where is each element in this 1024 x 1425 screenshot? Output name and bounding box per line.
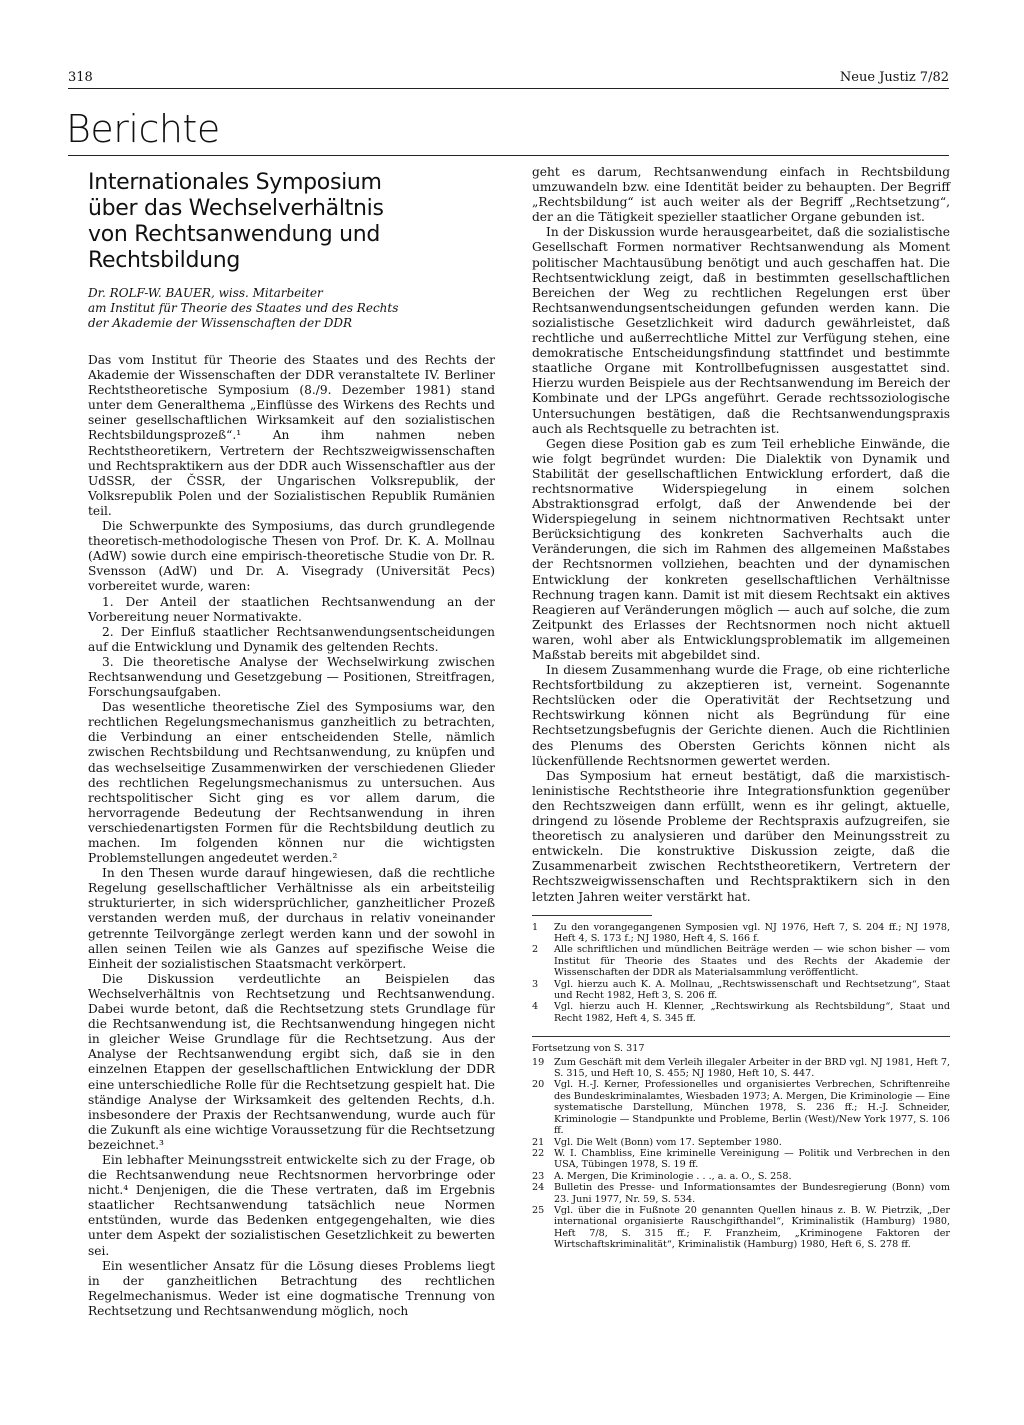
footnote xyxy=(532,922,950,945)
page-number: 318 xyxy=(68,70,93,85)
continuation-notes xyxy=(532,1043,950,1250)
footnote-number: 1 xyxy=(532,921,539,933)
footnote-text: Vgl. über die in Fußnote 20 genannten Quellen hinaus z. B. W. Pietrzik, „Der international organisierte Rauschgifthandel“, Kriminalistik (Hamburg) 1980, Heft 7/8, S. 315 ff.; F. Franzheim, „Kriminogene Faktoren der Wirtschaftskriminalität“, Kriminalistik (Hamburg) 1980, Heft 6, S. 278 ff. xyxy=(554,1204,950,1251)
footnote xyxy=(532,1171,950,1182)
footnote-number: 2 xyxy=(532,944,539,956)
footnote-number: 20 xyxy=(532,1079,545,1091)
footnote xyxy=(532,979,950,1002)
author-line: der Akademie der Wissenschaften der DDR xyxy=(88,316,353,330)
footnote-text: A. Mergen, Die Kriminologie . . ., a. a. O., S. 258. xyxy=(554,1170,792,1182)
footnote-text: Zum Geschäft mit dem Verleih illegaler Arbeiter in der BRD vgl. NJ 1981, Heft 7, S. 315, und Heft 10, S. 455; NJ 1980, Heft 10, S. 447. xyxy=(554,1056,950,1080)
paragraph: Das vom Institut für Theorie des Staates und des Rechts der Akademie der Wissenschaften der DDR veranstaltete IV. Berliner Rechtstheoretische Symposium (8./9. Dezember 1981) stand unter dem Generalthema „Einflüsse des Wirkens des Rechts und seiner gesellschaftlichen Wirksamkeit auf den sozialistischen Rechtsbildungsprozeß“.¹ An ihm nahmen neben Rechtstheoretikern, Vertretern der Rechtszweigwissenschaften und Rechtspraktikern aus der DDR auch Wissenschaftler aus der UdSSR, der ČSSR, der Ungarischen Volksrepublik, der Volksrepublik Polen und der Sozialistischen Republik Rumänien teil. xyxy=(88,353,495,518)
paragraph: Das Symposium hat erneut bestätigt, daß die marxistisch-leninistische Rechtstheorie ihre Integrationsfunktion gegenüber den Rechtszweigen dann erfüllt, wenn es ihr gelingt, aktuelle, dringend zu lösende Probleme der Rechtspraxis aufzugreifen, sie theoretisch zu analysieren und darüber den Meinungsstreit zu entwickeln. Die konstruktive Diskussion zeigte, daß die Zusammenarbeit zwischen Rechtstheoretikern, Vertretern der Rechtszweigwissenschaften und Rechtspraktikern sich in den letzten Jahren weiter verstärkt hat. xyxy=(532,768,950,904)
paragraph: Die Diskussion verdeutlichte an Beispielen das Wechselverhältnis von Rechtsetzung und Rechtsanwendung. Dabei wurde betont, daß die Rechtsetzung stets Grundlage für die Rechtsanwendung ist, die Rechtsanwendung hingegen nicht in gleicher Weise Grundlage für die Rechtsetzung. Aus der Analyse der Rechtsanwendung ergibt sich, daß sie in den einzelnen Etappen der gesellschaftlichen Entwicklung der DDR eine unterschiedliche Rolle für die Rechtsetzung gespielt hat. Die ständige Analyse der Wirksamkeit des geltenden Rechts, d.h. insbesondere der Praxis der Rechtsanwendung, wurde auch für die Zukunft als eine wichtige Voraussetzung für die Rechtsetzung bezeichnet.³ xyxy=(88,971,495,1152)
section-title: Berichte xyxy=(66,107,220,151)
article-title-line: von Rechtsanwendung und Rechtsbildung xyxy=(88,222,381,273)
paragraph: Die Schwerpunkte des Symposiums, das durch grundlegende theoretisch-methodologische Thesen von Prof. Dr. K. A. Mollnau (AdW) sowie durch eine empirisch-theoretische Studie von Dr. R. Svensson (AdW) und Dr. A. Visegrady (Universität Pecs) vorbereitet wurde, waren: xyxy=(88,519,495,594)
footnote xyxy=(532,1057,950,1080)
paragraph: 3. Die theoretische Analyse der Wechselwirkung zwischen Rechtsanwendung und Gesetzgebung — Positionen, Streitfragen, Forschungsaufgaben. xyxy=(88,654,495,700)
footnote-text: Vgl. hierzu auch H. Klenner, „Rechtswirkung als Rechtsbildung“, Staat und Recht 1982, Heft 4, S. 345 ff. xyxy=(554,1001,950,1024)
footnote-number: 25 xyxy=(532,1204,545,1216)
author-byline xyxy=(88,286,495,331)
footnote xyxy=(532,1182,950,1205)
section-rule xyxy=(68,155,949,156)
journal-issue: Neue Justiz 7/82 xyxy=(839,70,949,85)
footnote-number: 19 xyxy=(532,1056,545,1068)
footnotes xyxy=(532,922,950,1025)
footnote-text: W. I. Chambliss, Eine kriminelle Vereinigung — Politik und Verbrechen in den USA, Tübingen 1978, S. 19 ff. xyxy=(554,1147,950,1171)
footnote xyxy=(532,1205,950,1251)
paragraph: 2. Der Einfluß staatlicher Rechtsanwendungsentscheidungen auf die Entwicklung und Dynamik des geltenden Rechts. xyxy=(88,624,495,654)
paragraph: In diesem Zusammenhang wurde die Frage, ob eine richterliche Rechtsfortbildung zu akzeptieren ist, verneint. Sogenannte Rechtslücken oder die Operativität der Rechtsetzung und Rechtswirkung können nicht als Begründung für eine Rechtsetzungsbefugnis der Gerichte dienen. Auch die Richtlinien des Plenums des Obersten Gerichts können nicht als lückenfüllende Rechtsnormen gewertet werden. xyxy=(532,663,950,768)
footnote xyxy=(532,1079,950,1136)
article-title xyxy=(88,170,495,274)
paragraph: Das wesentliche theoretische Ziel des Symposiums war, den rechtlichen Regelungsmechanismus ganzheitlich zu betrachten, die Verbindung an einer entscheidenden Stelle, nämlich zwischen Rechtsbildung und Rechtsanwendung, zu knüpfen und das wechselseitige Zusammenwirken der verschiedenen Glieder des rechtlichen Regelungsmechanismus zu untersuchen. Aus rechtspolitischer Sicht ging es vor allem darum, die hervorragende Bedeutung der Rechtsanwendung in ihren verschiedenartigsten Formen für die Rechtsbildung deutlich zu machen. Im folgenden können nur die wichtigsten Problemstellungen angedeutet werden.² xyxy=(88,700,495,866)
continuation-rule xyxy=(532,1036,950,1037)
paragraph: In den Thesen wurde darauf hingewiesen, daß die rechtliche Regelung gesellschaftlicher Verhältnisse als ein arbeitsteilig strukturierter, in sich widersprüchlicher, ganzheitlicher Prozeß verstanden werden muß, der durchaus in relativ voneinander getrennte Teilvorgänge zerlegt werden kann und der sowohl in allen seinen Teilen wie als Ganzes auf spezifische Weise die Einheit der sozialistischen Staatsmacht verkörpert. xyxy=(88,866,495,971)
paragraph: geht es darum, Rechtsanwendung einfach in Rechtsbildung umzuwandeln bzw. eine Identität beider zu behaupten. Der Begriff „Rechtsbildung“ ist auch weiter als der Begriff „Rechtsetzung“, der an die Tätigkeit spezieller staatlicher Organe gebunden ist. xyxy=(532,165,950,225)
right-column xyxy=(532,165,950,1251)
footnote-number: 23 xyxy=(532,1170,545,1182)
footnote-text: Bulletin des Presse- und Informationsamtes der Bundesregierung (Bonn) vom 23. Juni 1977, Nr. 59, S. 534. xyxy=(554,1182,950,1205)
header-rule xyxy=(68,88,949,89)
left-column xyxy=(88,170,495,1319)
article-title-line: über das Wechselverhältnis xyxy=(88,196,384,221)
author-line: am Institut für Theorie des Staates und des Rechts xyxy=(88,301,399,315)
paragraph: Gegen diese Position gab es zum Teil erhebliche Einwände, die wie folgt begründet wurden: Die Dialektik von Dynamik und Stabilität der gesellschaftlichen Entwicklung erfordert, daß die rechtsnormative Widerspiegelung in einem solchen Abstraktionsgrad erfolgt, daß der Anwendende bei der Widerspiegelung in seinem nichtnormativen Rechtsakt unter Berücksichtigung des konkreten Sachverhalts auch die Veränderungen, die sich im Rahmen des allgemeinen Maßstabes der Rechtsnormen vollziehen, beachten und der dynamischen Entwicklung der konkreten gesellschaftlichen Verhältnisse Rechnung tragen kann. Damit ist mit diesem Rechtsakt ein aktives Reagieren auf Veränderungen möglich — auch auf solche, die zum Zeitpunkt des Erlasses der Rechtsnormen noch nicht aktuell waren, wohl aber als Entwicklungsproblematik im allgemeinen Maßstab bereits mit abgebildet sind. xyxy=(532,436,950,662)
paragraph: Ein lebhafter Meinungsstreit entwickelte sich zu der Frage, ob die Rechtsanwendung neue Rechtsnormen hervorbringe oder nicht.⁴ Denjenigen, die die These vertraten, daß im Ergebnis staatlicher Rechtsanwendung tatsächlich neue Normen entstünden, wurde das Bedenken entgegengehalten, wie dies unter dem Aspekt der sozialistischen Gesetzlichkeit zu bewerten sei. xyxy=(88,1152,495,1258)
footnote-number: 21 xyxy=(532,1136,545,1148)
footnote-number: 24 xyxy=(532,1182,545,1194)
footnote-text: Vgl. hierzu auch K. A. Mollnau, „Rechtswissenschaft und Rechtsetzung“, Staat und Recht 1982, Heft 3, S. 206 ff. xyxy=(554,978,950,1002)
footnote-rule xyxy=(532,915,652,916)
footnote-text: Zu den vorangegangenen Symposien vgl. NJ 1976, Heft 7, S. 204 ff.; NJ 1978, Heft 4, S. 173 f.; NJ 1980, Heft 4, S. 166 f. xyxy=(554,921,950,944)
footnote xyxy=(532,944,950,978)
paragraph: In der Diskussion wurde herausgearbeitet, daß die sozialistische Gesellschaft Formen normativer Rechtsanwendung als Moment politischer Machtausübung benötigt und auch geschaffen hat. Die Rechtsentwicklung zeigt, daß in bestimmten gesellschaftlichen Bereichen der Weg zu rechtlichen Regelungen erst über Rechtsanwendungsentscheidungen gefunden werden kann. Die sozialistische Gesetzlichkeit wird dadurch gewährleistet, daß rechtliche und außerrechtliche Mittel zur Verfügung stehen, eine demokratische Entscheidungsfindung stattfindet und bestimmte staatliche Organe mit Kontrollbefugnissen ausgestattet sind. Hierzu wurden Beispiele aus der Rechtsanwendung im Bereich der Kombinate und der LPGs angeführt. Gerade rechtssoziologische Untersuchungen bestätigen, daß die Rechtsanwendungspraxis auch als Rechtsquelle zu betrachten ist. xyxy=(532,225,950,436)
footnote-number: 22 xyxy=(532,1147,545,1159)
footnote-text: Vgl. H.-J. Kerner, Professionelles und organisiertes Verbrechen, Schriftenreihe des Bundeskriminalamtes, Wiesbaden 1973; A. Mergen, Die Kriminologie — Eine systematische Darstellung, München 1978, S. 236 ff.; H.-J. Schneider, Kriminologie — Standpunkte und Probleme, Berlin (West)/New York 1977, S. 106 ff. xyxy=(554,1079,950,1137)
footnote-number: 3 xyxy=(532,978,539,990)
continuation-label: Fortsetzung von S. 317 xyxy=(532,1043,645,1055)
paragraph: 1. Der Anteil der staatlichen Rechtsanwendung an der Vorbereitung neuer Normativakte. xyxy=(88,594,495,624)
footnote xyxy=(532,1001,950,1024)
paragraph: Ein wesentlicher Ansatz für die Lösung dieses Problems liegt in der ganzheitlichen Betrachtung des rechtlichen Regelmechanismus. Weder ist eine dogmatische Trennung von Rechtsetzung und Rechtsanwendung möglich, noch xyxy=(88,1258,495,1318)
footnote xyxy=(532,1148,950,1171)
footnote-text: Vgl. Die Welt (Bonn) vom 17. September 1980. xyxy=(554,1136,782,1148)
footnote-number: 4 xyxy=(532,1001,539,1013)
footnote xyxy=(532,1137,950,1148)
footnote-text: Alle schriftlichen und mündlichen Beiträge werden — wie schon bisher — vom Institut für Theorie des Staates und des Rechts der Akademie der Wissenschaften der DDR als Materialsammlung veröffentlicht. xyxy=(554,944,950,979)
author-line: Dr. ROLF-W. BAUER, wiss. Mitarbeiter xyxy=(88,286,323,300)
article-title-line: Internationales Symposium xyxy=(88,170,382,195)
